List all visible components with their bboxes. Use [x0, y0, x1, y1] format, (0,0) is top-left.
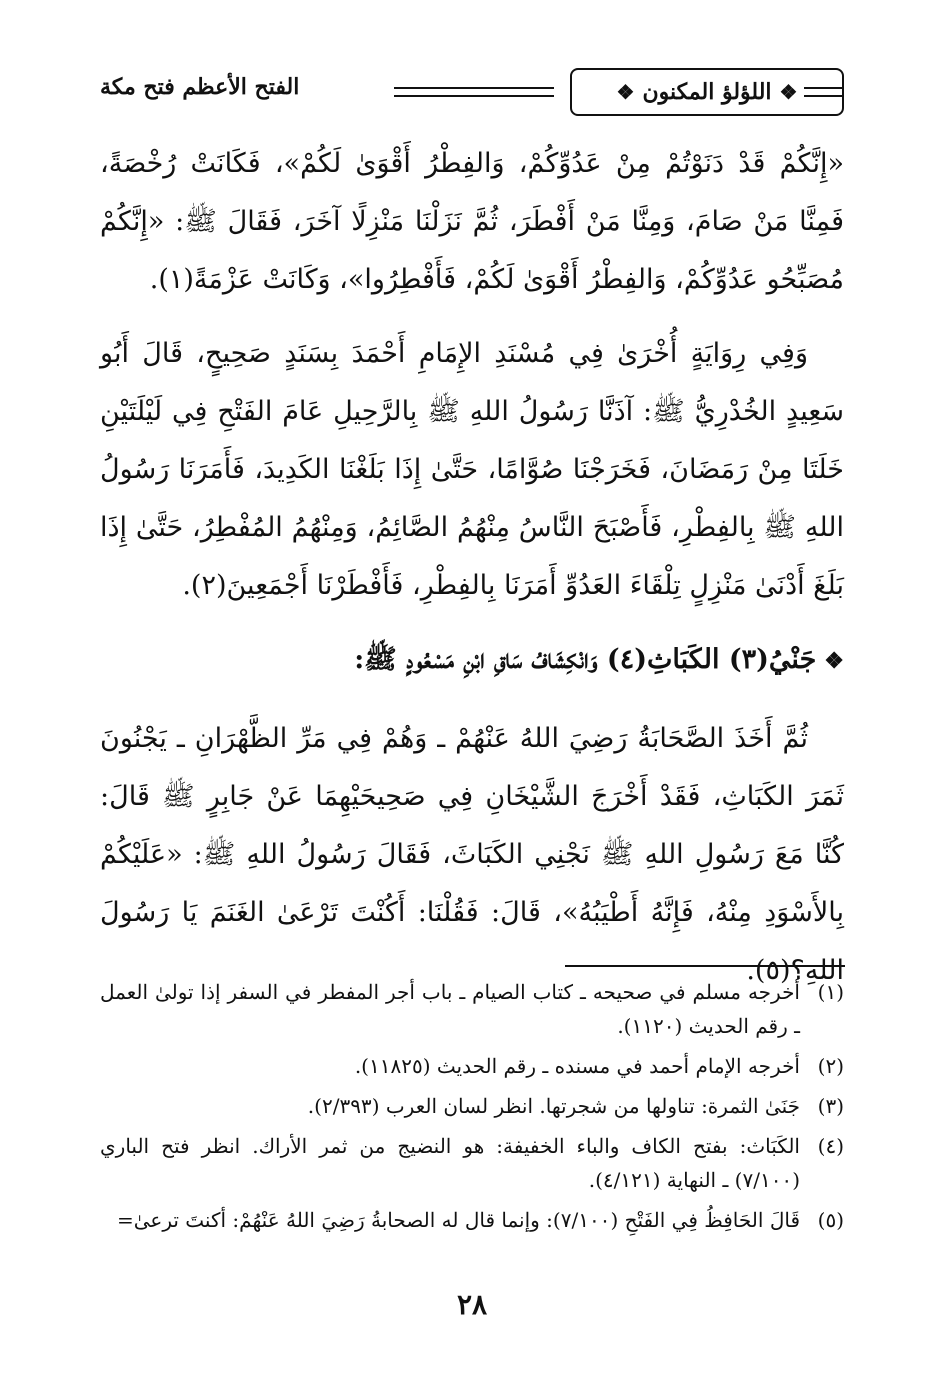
footnote-number: (٥) — [817, 1208, 844, 1232]
footnote-number: (٣) — [817, 1094, 844, 1118]
main-text — [100, 135, 844, 1016]
header-rule-right — [804, 87, 844, 97]
footnote-number: (٤) — [817, 1134, 844, 1158]
footnote-text: أخرجه مسلم في صحيحه ـ كتاب الصيام ـ باب أجر المفطر في السفر إذا تولىٰ العمل ـ رقم الحديث (١١٢٠). — [100, 980, 800, 1038]
book-title: ❖ اللؤلؤ المكنون ❖ — [570, 68, 844, 116]
paragraph-2: وَفِي رِوَايَةٍ أُخْرَىٰ فِي مُسْنَدِ الإِمَامِ أَحْمَدَ بِسَنَدٍ صَحِيحٍ، قَالَ أَبُو سَعِيدٍ الخُدْرِيُّ ﷺ: آذَنَّا رَسُولُ اللهِ ﷺ بِالرَّحِيلِ عَامَ الفَتْحِ فِي لَيْلَتَيْنِ خَلَتَا مِنْ رَمَضَانَ، فَخَرَجْنَا صُوَّامًا، حَتَّىٰ إِذَا بَلَغْنَا الكَدِيدَ، فَأَمَرَنَا رَسُولُ اللهِ ﷺ بِالفِطْرِ، فَأَصْبَحَ النَّاسُ مِنْهُمُ الصَّائِمُ، وَمِنْهُمُ المُفْطِرُ، حَتَّىٰ إِذَا بَلَغَ أَدْنَىٰ مَنْزِلٍ تِلْقَاءَ العَدُوِّ أَمَرَنَا بِالفِطْرِ، فَأَفْطَرْنَا أَجْمَعِينَ(٢). — [100, 338, 844, 601]
ornament-bullet-icon: ❖ — [824, 648, 844, 674]
footnote-text: الكَبَاث: بفتح الكاف والباء الخفيفة: هو النضيج من ثمر الأراك. انظر فتح الباري (٧/١٠٠) ـ النهاية (٤/١٢١). — [100, 1134, 800, 1192]
page-number: ٢٨ — [456, 1288, 488, 1321]
footnote-text: أخرجه الإمام أحمد في مسنده ـ رقم الحديث (١١٨٢٥). — [354, 1054, 800, 1078]
paragraph-3: ثُمَّ أَخَذَ الصَّحَابَةُ رَضِيَ اللهُ عَنْهُمْ ـ وَهُمْ فِي مَرِّ الظَّهْرَانِ ـ يَجْنُونَ ثَمَرَ الكَبَاثِ، فَقَدْ أَخْرَجَ الشَّيْخَانِ فِي صَحِيحَيْهِمَا عَنْ جَابِرٍ ﷺ قَالَ: كُنَّا مَعَ رَسُولِ اللهِ ﷺ نَجْنِي الكَبَاثَ، فَقَالَ رَسُولُ اللهِ ﷺ: «عَلَيْكُمْ بِالأَسْوَدِ مِنْهُ، فَإِنَّهُ أَطْيَبُهُ»، قَالَ: فَقُلْنَا: أَكُنْتَ تَرْعَىٰ الغَنَمَ يَا رَسُولَ اللهِ؟(٥). — [100, 723, 844, 986]
footnote — [100, 1049, 844, 1083]
footnote-text: قَالَ الحَافِظُ فِي الفَتْحِ (٧/١٠٠): وإنما قال له الصحابةُ رَضِيَ اللهُ عَنْهُمْ: أكنتَ ترعىٰ= — [116, 1208, 800, 1232]
header-rule-middle — [394, 87, 554, 97]
footnote — [100, 1203, 844, 1237]
footnote-number: (١) — [817, 980, 844, 1004]
footnote — [100, 975, 844, 1043]
section-heading — [100, 631, 844, 690]
chapter-title: الفتح الأعظم فتح مكة — [100, 74, 300, 100]
footnotes — [100, 975, 844, 1243]
footnote-text: جَنَىٰ الثمرة: تناولها من شجرتها. انظر لسان العرب (٢/٣٩٣). — [307, 1094, 800, 1118]
section-heading-text: جَنْيُ(٣) الكَبَاثِ(٤) وَانْكِشَافُ سَاقِ ابْنِ مَسْعُودٍ ﷺ: — [354, 644, 817, 675]
paragraph-1: «إِنَّكُمْ قَدْ دَنَوْتُمْ مِنْ عَدُوِّكُمْ، وَالفِطْرُ أَقْوَىٰ لَكُمْ»، فَكَانَتْ رُخْصَةً، فَمِنَّا مَنْ صَامَ، وَمِنَّا مَنْ أَفْطَرَ، ثُمَّ نَزَلْنَا مَنْزِلًا آخَرَ، فَقَالَ ﷺ: «إِنَّكُمْ مُصَبِّحُو عَدُوِّكُمْ، وَالفِطْرُ أَقْوَىٰ لَكُمْ، فَأَفْطِرُوا»، وَكَانَتْ عَزْمَةً(١). — [100, 148, 844, 295]
page-header — [100, 62, 844, 122]
footnote-divider — [565, 965, 845, 967]
footnote-number: (٢) — [817, 1054, 844, 1078]
footnote — [100, 1089, 844, 1123]
footnote — [100, 1129, 844, 1197]
